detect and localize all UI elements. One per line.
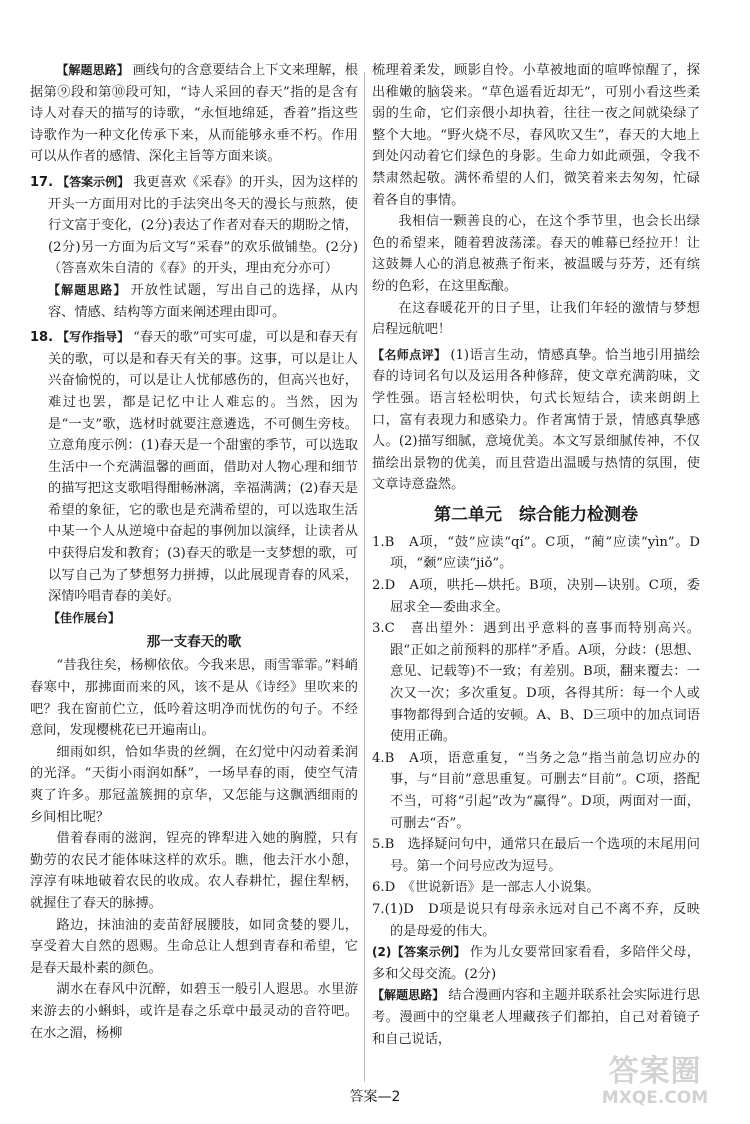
showcase-tag: 【佳作展台】	[48, 610, 121, 625]
left-column	[30, 60, 358, 1044]
essay-paragraph: 借着春雨的滋润，锃亮的铧犁进入她的胸膛，只有勤劳的农民才能体味这样的欢乐。瞧，他去汗水小憩，淳淳有味地破着农民的收成。农人春耕忙，握住犁柄，就握住了春天的脉搏。	[30, 831, 358, 911]
answer-7-2-text: 作为儿女要常回家看看，多陪伴父母，多和父母交流。(2分)	[372, 945, 700, 982]
question-17-number: 17.	[30, 174, 54, 190]
essay-paragraph: 湖水在春风中沉醉，如碧玉一般引人遐思。水里游来游去的小蝌蚪，或许是春之乐章中最灵动的音符吧。在水之湄，杨柳	[30, 982, 358, 1041]
analysis-tag: 【解题思路】	[56, 63, 129, 77]
question-17-tip	[30, 280, 358, 323]
essay-paragraph: 在这春暖花开的日子里，让我们年轻的激情与梦想启程远航吧！	[372, 300, 700, 338]
answer-7-tip	[372, 985, 700, 1050]
question-17	[30, 172, 358, 280]
essay-title: 那一支春天的歌	[146, 634, 242, 651]
answer-example-tag: (2)【答案示例】	[372, 945, 466, 960]
writing-guide-tag: 【写作指导】	[57, 330, 130, 345]
answer-6: 6.D 《世说新语》是一部志人小说集。	[372, 880, 600, 896]
question-18-number: 18.	[30, 330, 54, 346]
column-divider	[364, 72, 365, 1082]
watermark-logo	[580, 1042, 730, 1116]
answer-2: 2.D A项，哄托—烘托。B项，决别—诀别。C项，委屈求全—委曲求全。	[372, 578, 700, 615]
answer-1: 1.B A项，“鼓”应读“qí”。C项，“蔺”应读“yìn”。D项，“颡”应读“jiǒ”。	[372, 534, 700, 572]
answer-example-tag: 【答案示例】	[57, 174, 130, 189]
question-18-text: “春天的歌”可实可虚，可以是和春天有关的歌，可以是和春天有关的事。这事，可以是让人兴奋愉悦的，可以是让人忧郁感伤的，但高兴也好，难过也罢，都是记忆中让人难忘的。当然，因为是“一支”歌，选材时就要注意遴选，不可侧生旁枝。立意角度示例：(1)春天是一个甜蜜的季节，可以选取生活中一个充满温馨的画面，借助对人物心理和细节的描写把这支歌唱得酣畅淋漓，幸福满满；(2)春天是希望的象征，它的歌也是充满希望的，可以选取生活中某一个人从逆境中奋起的事例加以演绎，让读者从中获得启发和教育；(3)春天的歌是一支梦想的歌，可以写自己为了梦想努力拼搏，以此展现青春的风采，深情吟唱青春的美好。	[48, 330, 358, 605]
analysis-text: 画线句的含意要结合上下文来理解，根据第⑨段和第⑩段可知，“诗人采回的春天”指的是含有诗人对春天的描写的诗歌，“永恒地绵延，香着”指这些诗歌作为一种文化传承下来，从而能够永垂不朽。作用可以从作者的感情、深化主旨等方面来谈。	[30, 63, 358, 165]
teacher-comment	[372, 345, 700, 496]
essay-paragraph: “昔我往矣，杨柳依依。今我来思，雨雪霏霏。”料峭春寒中，那拂面而来的风，该不是从《诗经》里吹来的吧？我在窗前伫立，低吟着这明净而忧伤的句子。不经意间，发现樱桃花已开遍南山。	[30, 658, 358, 739]
watermark-url: MXQE.COM	[601, 1088, 709, 1108]
answer-7-1: 7.(1)D D项是说只有母亲永远对自己不离不弃，反映的是母爱的伟大。	[372, 901, 700, 939]
right-column	[372, 60, 700, 1050]
essay-paragraph-continued: 梳理着柔发，顾影自怜。小草被地面的喧哗惊醒了，探出稚嫩的脑袋来。“草色遥看近却无”，可别小看这些柔弱的生命，它们亲偎小却执着，往往一夜之间就染绿了整个大地。“野火烧不尽，春风吹又生”，春天的大地上到处闪动着它们绿色的身影。生命力如此顽强，令我不禁肃然起敬。满怀希望的人们，微笑着来去匆匆，忙碌着各自的事情。	[372, 63, 700, 208]
answer-4: 4.B A项，语意重复，“当务之急”指当前急切应办的事，与“目前”意思重复。可删去“目前”。C项，搭配不当，可将“引起”改为“赢得”。D项，两面对一面，可删去“否”。	[372, 750, 700, 831]
question-18	[30, 327, 358, 608]
question-17-tip-text: 开放性试题，写出自己的选择，从内容、情感、结构等方面来阐述理由即可。	[48, 282, 358, 320]
teacher-comment-text: (1)语言生动，情感真挚。恰当地引用描绘春的诗词名句以及运用各种修辞，使文章充满韵味，文学性强。语言轻松明快，句式长短结合，读来朗朗上口，富有表现力和感染力。作者寓情于景，情感真挚感人。(2)描写细腻，意境优美。本文写景细腻传神，不仅描绘出景物的优美，而且营造出温暖与热情的氛围，使文章诗意盎然。	[372, 347, 700, 493]
analysis-tag: 【解题思路】	[48, 282, 127, 297]
answer-5: 5.B 选择疑问句中，通常只在最后一个选项的末尾用问号。第一个问号应改为逗号。	[372, 837, 700, 874]
section-title: 第二单元 综合能力检测卷	[434, 504, 638, 525]
essay-paragraph: 路边，抹油油的麦苗舒展腰肢，如同贪婪的婴儿，享受着大自然的恩赐。生命总让人想到青春和希望，它是春天最朴素的颜色。	[30, 917, 358, 976]
analysis-paragraph	[30, 60, 358, 168]
page-footer: 答案—2	[349, 1089, 401, 1105]
answer-7-tip-text: 结合漫画内容和主题并联系社会实际进行思考。漫画中的空巢老人埋藏孩子们都拍，自己对着镜子和自己说话，	[372, 988, 700, 1047]
essay-paragraph: 细雨如织，恰如华贵的丝绸，在幻觉中闪动着柔润的光泽。“天街小雨润如酥”，一场早春的雨，使空气清爽了许多。那冠盖簇拥的京华，又怎能与这飘洒细雨的乡间相比呢？	[30, 744, 358, 825]
answer-7-2	[372, 942, 700, 985]
teacher-comment-tag: 【名师点评】	[372, 347, 447, 362]
answer-3: 3.C 喜出望外：遇到出乎意料的喜事而特别高兴。跟“正如之前预料的那样”矛盾。A项，分歧：(思想、意见、记载等)不一致；有差别。B项，翻来覆去：一次又一次；多次重复。D项，各得其所：每一个人或事物都得到合适的安顿。A、B、D三项中的加点词语使用正确。	[372, 621, 700, 745]
watermark-text: 答案圈	[608, 1054, 702, 1089]
essay-paragraph: 我相信一颗善良的心，在这个季节里，也会长出绿色的希望来，随着碧波荡漾。春天的帷幕已经拉开！让这鼓舞人心的消息被燕子衔来，被温暖与芬芳，还有缤纷的色彩，在这里酝酿。	[372, 214, 700, 294]
analysis-tag: 【解题思路】	[372, 988, 445, 1003]
showcase-heading	[30, 608, 358, 630]
question-17-text: 我更喜欢《采春》的开头，因为这样的开头一方面用对比的手法突出冬天的漫长与煎熬，使行文富于变化，(2分)表达了作者对春天的期盼之情，(2分)另一方面为后文写“采春”的欢乐做铺垫。(2分)（答喜欢朱自清的《春》的开头，理由充分亦可）	[48, 174, 358, 277]
